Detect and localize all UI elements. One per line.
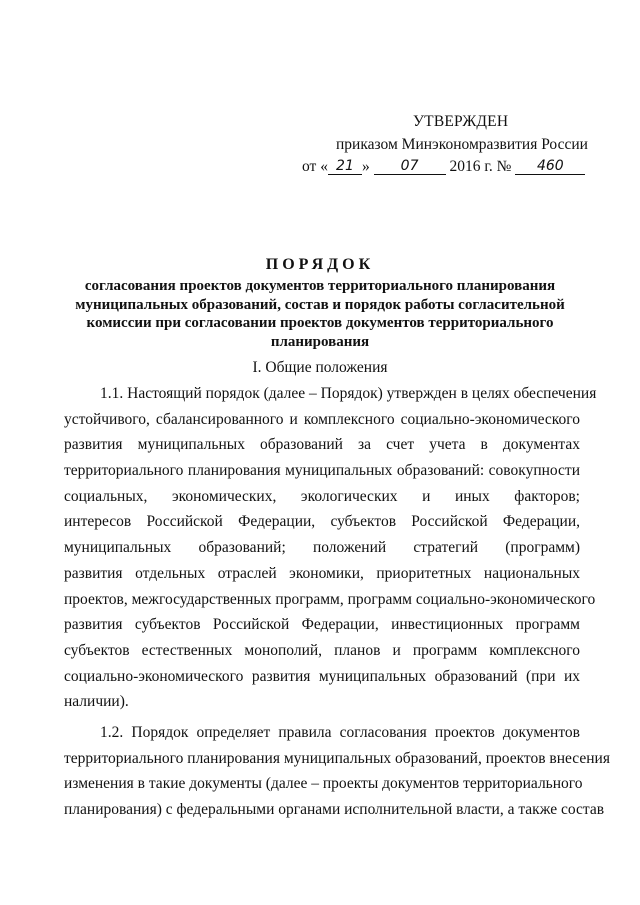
handwritten-order-number: 460 [515, 159, 585, 175]
paragraph-line: изменения в такие документы (далее – проекты документов территориального [64, 775, 583, 793]
paragraph-line: субъектов естественных монополий, планов и программ комплексного [64, 641, 580, 659]
paragraph-line: развития субъектов Российской Федерации, инвестиционных программ [64, 616, 580, 634]
paragraph-line: социальных, экономических, экологических и иных факторов; [64, 487, 580, 505]
handwritten-day: 21 [328, 159, 362, 175]
approval-date-line [302, 158, 585, 176]
paragraph-line: 1.2. Порядок определяет правила согласования проектов документов [100, 723, 580, 741]
date-mid: » [361, 158, 370, 175]
subtitle-line: планирования [270, 333, 370, 350]
date-prefix: от « [302, 158, 328, 175]
approval-order-line: приказом Минэкономразвития России [336, 136, 588, 153]
paragraph-line: интересов Российской Федерации, субъектов Российской Федерации, [64, 513, 580, 531]
paragraph-line: муниципальных образований; положений стратегий (программ) [64, 539, 580, 557]
subtitle-line: муниципальных образований, состав и порядок работы согласительной [75, 296, 565, 313]
paragraph-1-2 [64, 720, 610, 823]
paragraph-line: планирования) с федеральными органами исполнительной власти, а также состав [64, 801, 605, 818]
subtitle-line: комиссии при согласовании проектов документов территориального [86, 315, 554, 331]
paragraph-line: 1.1. Настоящий порядок (далее – Порядок) утвержден в целях обеспечения [100, 385, 597, 402]
subtitle-line: согласования проектов документов территориального планирования [84, 278, 556, 294]
paragraph-line: территориального планирования муниципальных образований: совокупности [64, 462, 580, 480]
handwritten-month: 07 [374, 159, 446, 175]
paragraph-line: социально-экономического развития муниципальных образований (при их [64, 667, 580, 685]
paragraph-line: устойчивого, сбалансированного и комплексного социально-экономического [64, 410, 580, 428]
paragraph-1-1 [64, 381, 597, 715]
date-year: 2016 г. № [449, 158, 512, 175]
paragraph-line: проектов, межгосударственных программ, программ социально-экономического [64, 590, 596, 608]
paragraph-line: наличии). [64, 693, 129, 711]
paragraph-line: территориального планирования муниципальных образований, проектов внесения [64, 749, 610, 767]
body-text [64, 381, 610, 823]
paragraph-line: развития отдельных отраслей экономики, приоритетных национальных [64, 564, 580, 582]
document-title: ПОРЯДОК [265, 256, 375, 273]
section-heading: I. Общие положения [252, 359, 388, 376]
paragraph-line: развития муниципальных образований за счет учета в документах [64, 436, 580, 454]
document-subtitle [70, 277, 570, 351]
approval-title: УТВЕРЖДЕН [413, 113, 509, 130]
